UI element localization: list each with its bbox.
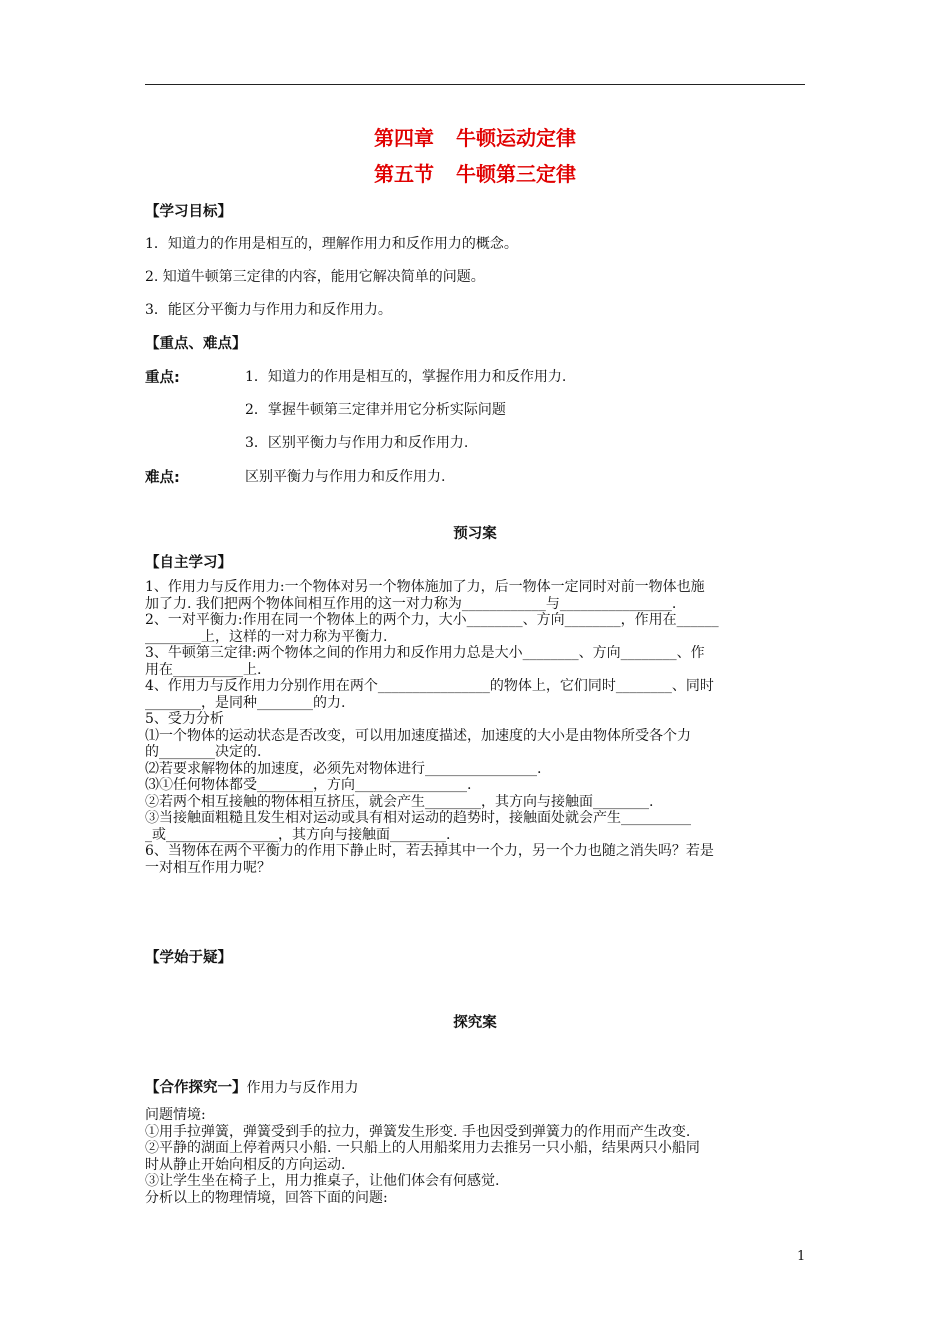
preview-title: 预习案: [453, 526, 497, 542]
key-label: 重点:: [145, 370, 180, 386]
page-number: 1: [797, 1249, 806, 1264]
text-line: ③让学生坐在椅子上，用力推桌子，让他们体会有何感觉.: [145, 1173, 500, 1189]
section-name: 牛顿第三定律: [456, 162, 576, 186]
text-line: ⑵若要求解物体的加速度，必须先对物体进行________________.: [145, 760, 542, 777]
text-line: ②平静的湖面上停着两只小船. 一只船上的人用船桨用力去推另一只小船，结果两只小船同: [145, 1140, 700, 1156]
text-line: ①用手拉弹簧，弹簧受到手的拉力，弹簧发生形变. 手也因受到弹簧力的作用而产生改变.: [145, 1123, 691, 1140]
text-line: ⑴一个物体的运动状态是否改变，可以用加速度描述，加速度的大小是由物体所受各个力: [145, 727, 691, 744]
section-title: [0, 158, 950, 187]
section-label: 第五节: [374, 162, 434, 186]
text-line: 的________决定的.: [145, 744, 262, 760]
text-line: ⑶①任何物体都受________，方向________________.: [145, 777, 472, 793]
text-line: 用在__________上.: [145, 661, 262, 678]
objective-item: 3．能区分平衡力与作用力和反作用力。: [145, 302, 392, 318]
objective-item: 2. 知道牛顿第三定律的内容，能用它解决简单的问题。: [145, 269, 485, 285]
text-line: 4、作用力与反作用力分别作用在两个________________的物体上，它们同时________、同时: [145, 678, 714, 694]
coop-heading: 【合作探究一】: [145, 1080, 247, 1096]
text-line: 加了力. 我们把两个物体间相互作用的这一对力称为____________与________________.: [145, 595, 677, 612]
self-study-heading: 【自主学习】: [145, 555, 232, 571]
key-item: 3．区别平衡力与作用力和反作用力.: [245, 435, 469, 451]
difficult-label: 难点:: [145, 470, 180, 486]
coop-topic: 作用力与反作用力: [246, 1080, 359, 1096]
text-line: 2、一对平衡力:作用在同一个物体上的两个力，大小________、方向________，作用在______: [145, 612, 719, 628]
text-line: 6、当物体在两个平衡力的作用下静止时，若去掉其中一个力，另一个力也随之消失吗？若是: [145, 843, 714, 859]
key-points-heading: 【重点、难点】: [145, 336, 247, 352]
scenario-body: [145, 1107, 807, 1206]
self-study-body: [145, 579, 807, 876]
text-line: _或________________，其方向与接触面________.: [145, 826, 451, 843]
chapter-label: 第四章: [374, 126, 434, 150]
text-line: ③当接触面粗糙且发生相对运动或具有相对运动的趋势时，接触面处就会产生__________: [145, 810, 691, 826]
text-line: 5、受力分析: [145, 711, 224, 727]
doubt-heading: 【学始于疑】: [145, 950, 232, 966]
objective-item: 1．知道力的作用是相互的，理解作用力和反作用力的概念。: [145, 236, 518, 252]
text-line: ②若两个相互接触的物体相互挤压，就会产生________，其方向与接触面________.: [145, 793, 654, 810]
chapter-title: [0, 122, 950, 151]
text-line: 一对相互作用力呢？: [145, 859, 271, 876]
difficult-text: 区别平衡力与作用力和反作用力.: [245, 469, 446, 485]
text-line: 时从静止开始向相反的方向运动.: [145, 1156, 346, 1173]
text-line: ________，是同种________的力.: [145, 694, 346, 711]
key-item: 2．掌握牛顿第三定律并用它分析实际问题: [245, 402, 506, 418]
text-line: 分析以上的物理情境，回答下面的问题:: [145, 1189, 388, 1206]
header-rule: [145, 84, 805, 85]
explore-title: 探究案: [453, 1015, 497, 1031]
key-item: 1．知道力的作用是相互的，掌握作用力和反作用力.: [245, 369, 567, 385]
text-line: ________上，这样的一对力称为平衡力.: [145, 628, 388, 645]
objectives-heading: 【学习目标】: [145, 204, 232, 220]
text-line: 1、作用力与反作用力:一个物体对另一个物体施加了力，后一物体一定同时对前一物体也施: [145, 579, 705, 595]
coop-heading-line: [145, 1076, 359, 1097]
text-line: 3、牛顿第三定律:两个物体之间的作用力和反作用力总是大小________、方向________、作: [145, 645, 705, 661]
chapter-name: 牛顿运动定律: [456, 126, 576, 150]
text-line: 问题情境:: [145, 1107, 206, 1123]
